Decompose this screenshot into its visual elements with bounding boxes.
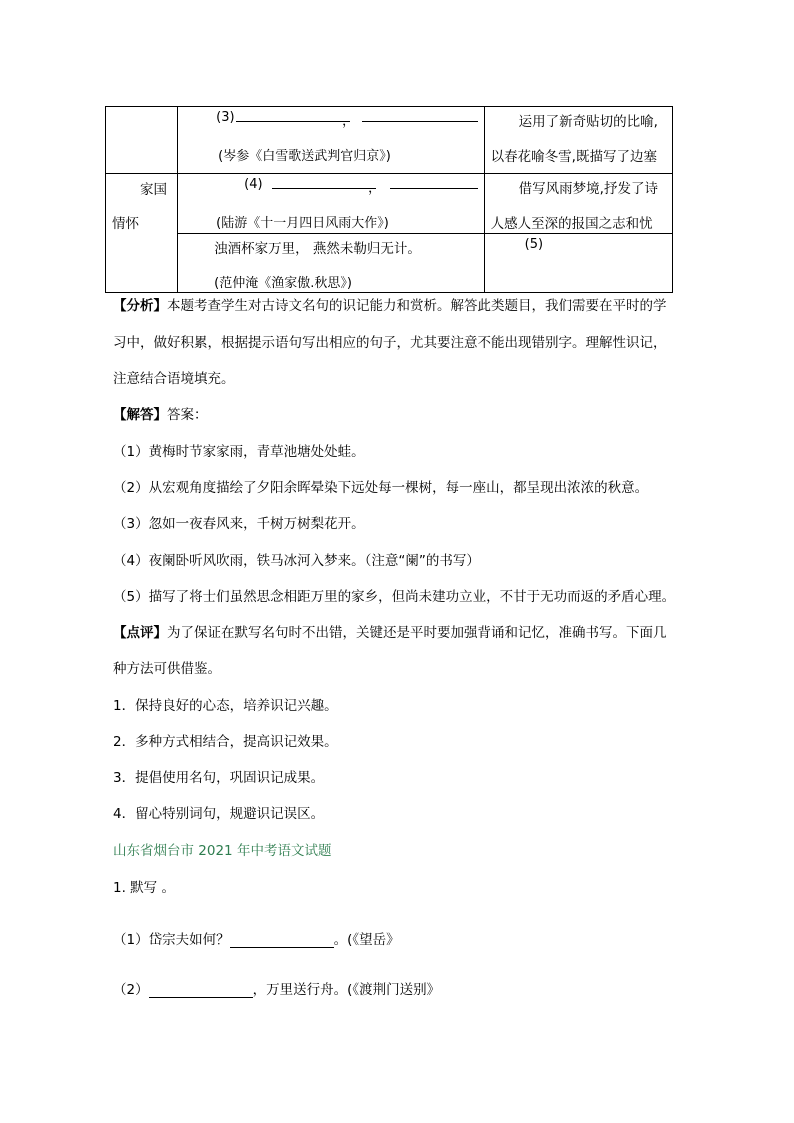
answer-item: （1）黄梅时节家家雨，青草池塘处处蛙。 <box>113 444 365 460</box>
analysis-line: 【分析】本题考查学生对古诗文名句的识记能力和赏析。解答此类题目，我们需要在平时的学 <box>113 298 667 314</box>
note-line: 运用了新奇贴切的比喻, <box>518 114 658 130</box>
category-cell <box>106 107 178 174</box>
note-cell <box>484 233 672 292</box>
answer-label: 【解答】 <box>113 407 167 423</box>
note-line: 以春花喻冬雪,既描写了边塞 <box>490 149 657 165</box>
fill-blank[interactable] <box>236 107 350 122</box>
poem-line: 浊酒杯家万里， 燕然未勒归无计。 <box>214 240 421 257</box>
question-title: 1. 默写 。 <box>113 880 175 896</box>
tip-item: 4．留心特别词句，规避识记误区。 <box>113 806 325 822</box>
section-title: 山东省烟台市 2021 年中考语文试题 <box>113 843 332 859</box>
tip-item: 2．多种方式相结合，提高识记效果。 <box>113 734 338 750</box>
comment-label: 【点评】 <box>113 625 167 641</box>
fill-blank[interactable] <box>390 174 478 189</box>
category-cell <box>106 174 178 293</box>
category-label: 家国 <box>140 182 167 199</box>
fill-blank[interactable] <box>230 933 334 948</box>
tip-item: 3．提倡使用名句，巩固识记成果。 <box>113 770 325 786</box>
table-row <box>106 174 673 233</box>
answer-item: （4）夜阑卧听风吹雨，铁马冰河入梦来。（注意“阑”的书写） <box>113 553 480 569</box>
answer-item: （3）忽如一夜春风来，千树万树梨花开。 <box>113 516 365 532</box>
category-label: 情怀 <box>112 216 139 233</box>
blank-cell <box>178 174 485 233</box>
table-row <box>106 107 673 174</box>
note-line: 借写风雨梦境,抒发了诗 <box>518 181 658 198</box>
note-cell <box>484 107 672 174</box>
answer-item: （5）描写了将士们虽然思念相距万里的家乡，但尚未建功立业，不甘于无功而返的矛盾心理。 <box>113 589 676 605</box>
analysis-label: 【分析】 <box>113 298 167 314</box>
note-line: 人感人至深的报国之志和忧 <box>490 216 653 233</box>
blank-separator: ， <box>342 114 356 129</box>
fill-blank[interactable] <box>272 174 376 189</box>
table-row <box>106 233 673 292</box>
poem-source: (范仲淹《渔家傲.秋思》) <box>214 275 352 291</box>
poetry-table <box>105 106 673 293</box>
comment-line: 【点评】为了保证在默写名句时不出错，关键还是平时要加强背诵和记忆，准确书写。下面几 <box>113 625 667 641</box>
note-cell <box>484 174 672 233</box>
poem-source: (岑参《白雪歌送武判官归京》) <box>218 149 391 164</box>
poem-source: (陆游《十一月四日风雨大作》) <box>216 216 389 232</box>
poem-cell <box>178 233 485 292</box>
question-item: （2） ，万里送行舟。(《渡荆门送别》 <box>113 982 441 998</box>
comment-line: 种方法可供借鉴。 <box>113 661 221 677</box>
blank-separator: ， <box>368 181 382 197</box>
item-number: (4) <box>244 177 263 193</box>
blank-cell <box>178 107 485 174</box>
analysis-line: 习中，做好积累，根据提示语句写出相应的句子，尤其要注意不能出现错别字。理解性识记， <box>113 335 667 351</box>
fill-blank[interactable] <box>149 983 253 998</box>
analysis-line: 注意结合语境填充。 <box>113 371 235 387</box>
answer-heading: 【解答】答案： <box>113 407 208 423</box>
fill-blank[interactable] <box>362 107 478 122</box>
tip-item: 1．保持良好的心态，培养识记兴趣。 <box>113 698 338 714</box>
item-number: (5) <box>524 236 544 252</box>
item-number: (3) <box>216 110 235 125</box>
answer-item: （2）从宏观角度描绘了夕阳余晖晕染下远处每一棵树，每一座山，都呈现出浓浓的秋意。 <box>113 480 649 496</box>
question-item: （1）岱宗夫如何？ 。(《望岳》 <box>113 932 400 948</box>
